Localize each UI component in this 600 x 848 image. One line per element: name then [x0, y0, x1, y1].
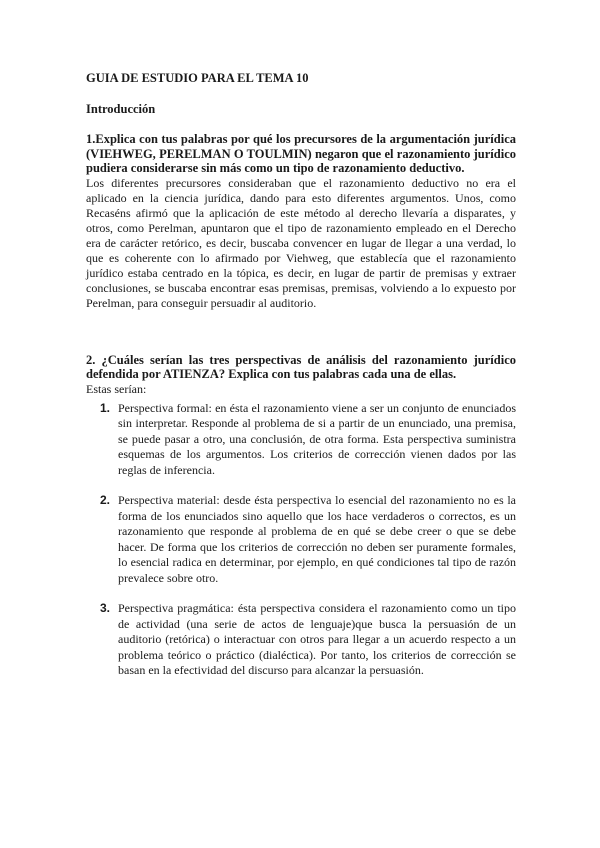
question-1: 1.Explica con tus palabras por qué los precursores de la argumentación jurídica (VIEHWEG, PERELMAN O TOULMIN) negaron que el razonamiento jurídico pudiera considerarse sin más como un tipo de razonamiento deductivo. — [86, 132, 516, 175]
list-item-text: Perspectiva pragmática: ésta perspectiva considera el razonamiento como un tipo de actividad (una serie de actos de lenguaje)que busca la persuasión de un auditorio (retórica) o interactuar con otros para llegar a un acuerdo respecto a un problema teórico o práctico (dialéctica). Por tanto, los criterios de corrección se basan en la efectividad del discurso para alcanzar la persuasión. — [118, 601, 516, 677]
answer-1: Los diferentes precursores consideraban que el razonamiento deductivo no era el aplicado en la ciencia jurídica, dando para esto diferentes argumentos. Unos, como Recaséns afirmó que la aplicación de este método al derecho llevaría a disparates, y otros, como Perelman, apuntaron que el tipo de razonamiento empleado en el Derecho era de carácter retórico, es decir, buscaba convencer en lugar de llegar a una verdad, lo que es coherente con lo afirmado por Viehweg, que establecía que el razonamiento jurídico estaba centrado en la tópica, es decir, en lugar de partir de premisas y extraer conclusiones, se buscaba encontrar esas premisas, premisas, volviendo a lo expuesto por Perelman, para conseguir persuadir al auditorio. — [86, 175, 516, 310]
list-item-perspective-material — [86, 493, 516, 586]
list-item-text: Perspectiva material: desde ésta perspectiva lo esencial del razonamiento no es la forma de los enunciados sino aquello que los hace verdaderos o correctos, es un razonamiento que responde al problema de en qué se debe creer o que se debe hacer. De forma que los criterios de corrección no deben ser puramente formales, lo esencial radica en determinar, por ejemplo, en qué condiciones tal tipo de razón prevalece sobre otro. — [118, 493, 516, 585]
list-number: 3. — [100, 601, 111, 615]
list-item-perspective-pragmatic — [86, 601, 516, 679]
list-item-text: Perspectiva formal: en ésta el razonamiento viene a ser un conjunto de enunciados sin interpretar. Responde al problema de si a partir de un enunciado, una premisa, se puede pasar a otro, una conclusión, de otra forma. Esta perspectiva suministra esquemas de los argumentos. Los criterios de corrección vienen dados por las reglas de inferencia. — [118, 400, 516, 477]
question-2: 2. ¿Cuáles serían las tres perspectivas de análisis del razonamiento jurídico defendida por ATIENZA? Explica con tus palabras cada una de ellas. — [86, 352, 516, 381]
answer-2-intro: Estas serían: — [86, 381, 147, 396]
list-number: 1. — [100, 400, 111, 415]
perspectives-list — [86, 401, 516, 679]
document-page — [86, 70, 516, 679]
list-item-perspective-formal — [86, 401, 516, 479]
list-number: 2. — [100, 493, 111, 507]
intro-heading: Introducción — [86, 102, 156, 116]
document-title: GUIA DE ESTUDIO PARA EL TEMA 10 — [86, 71, 309, 85]
